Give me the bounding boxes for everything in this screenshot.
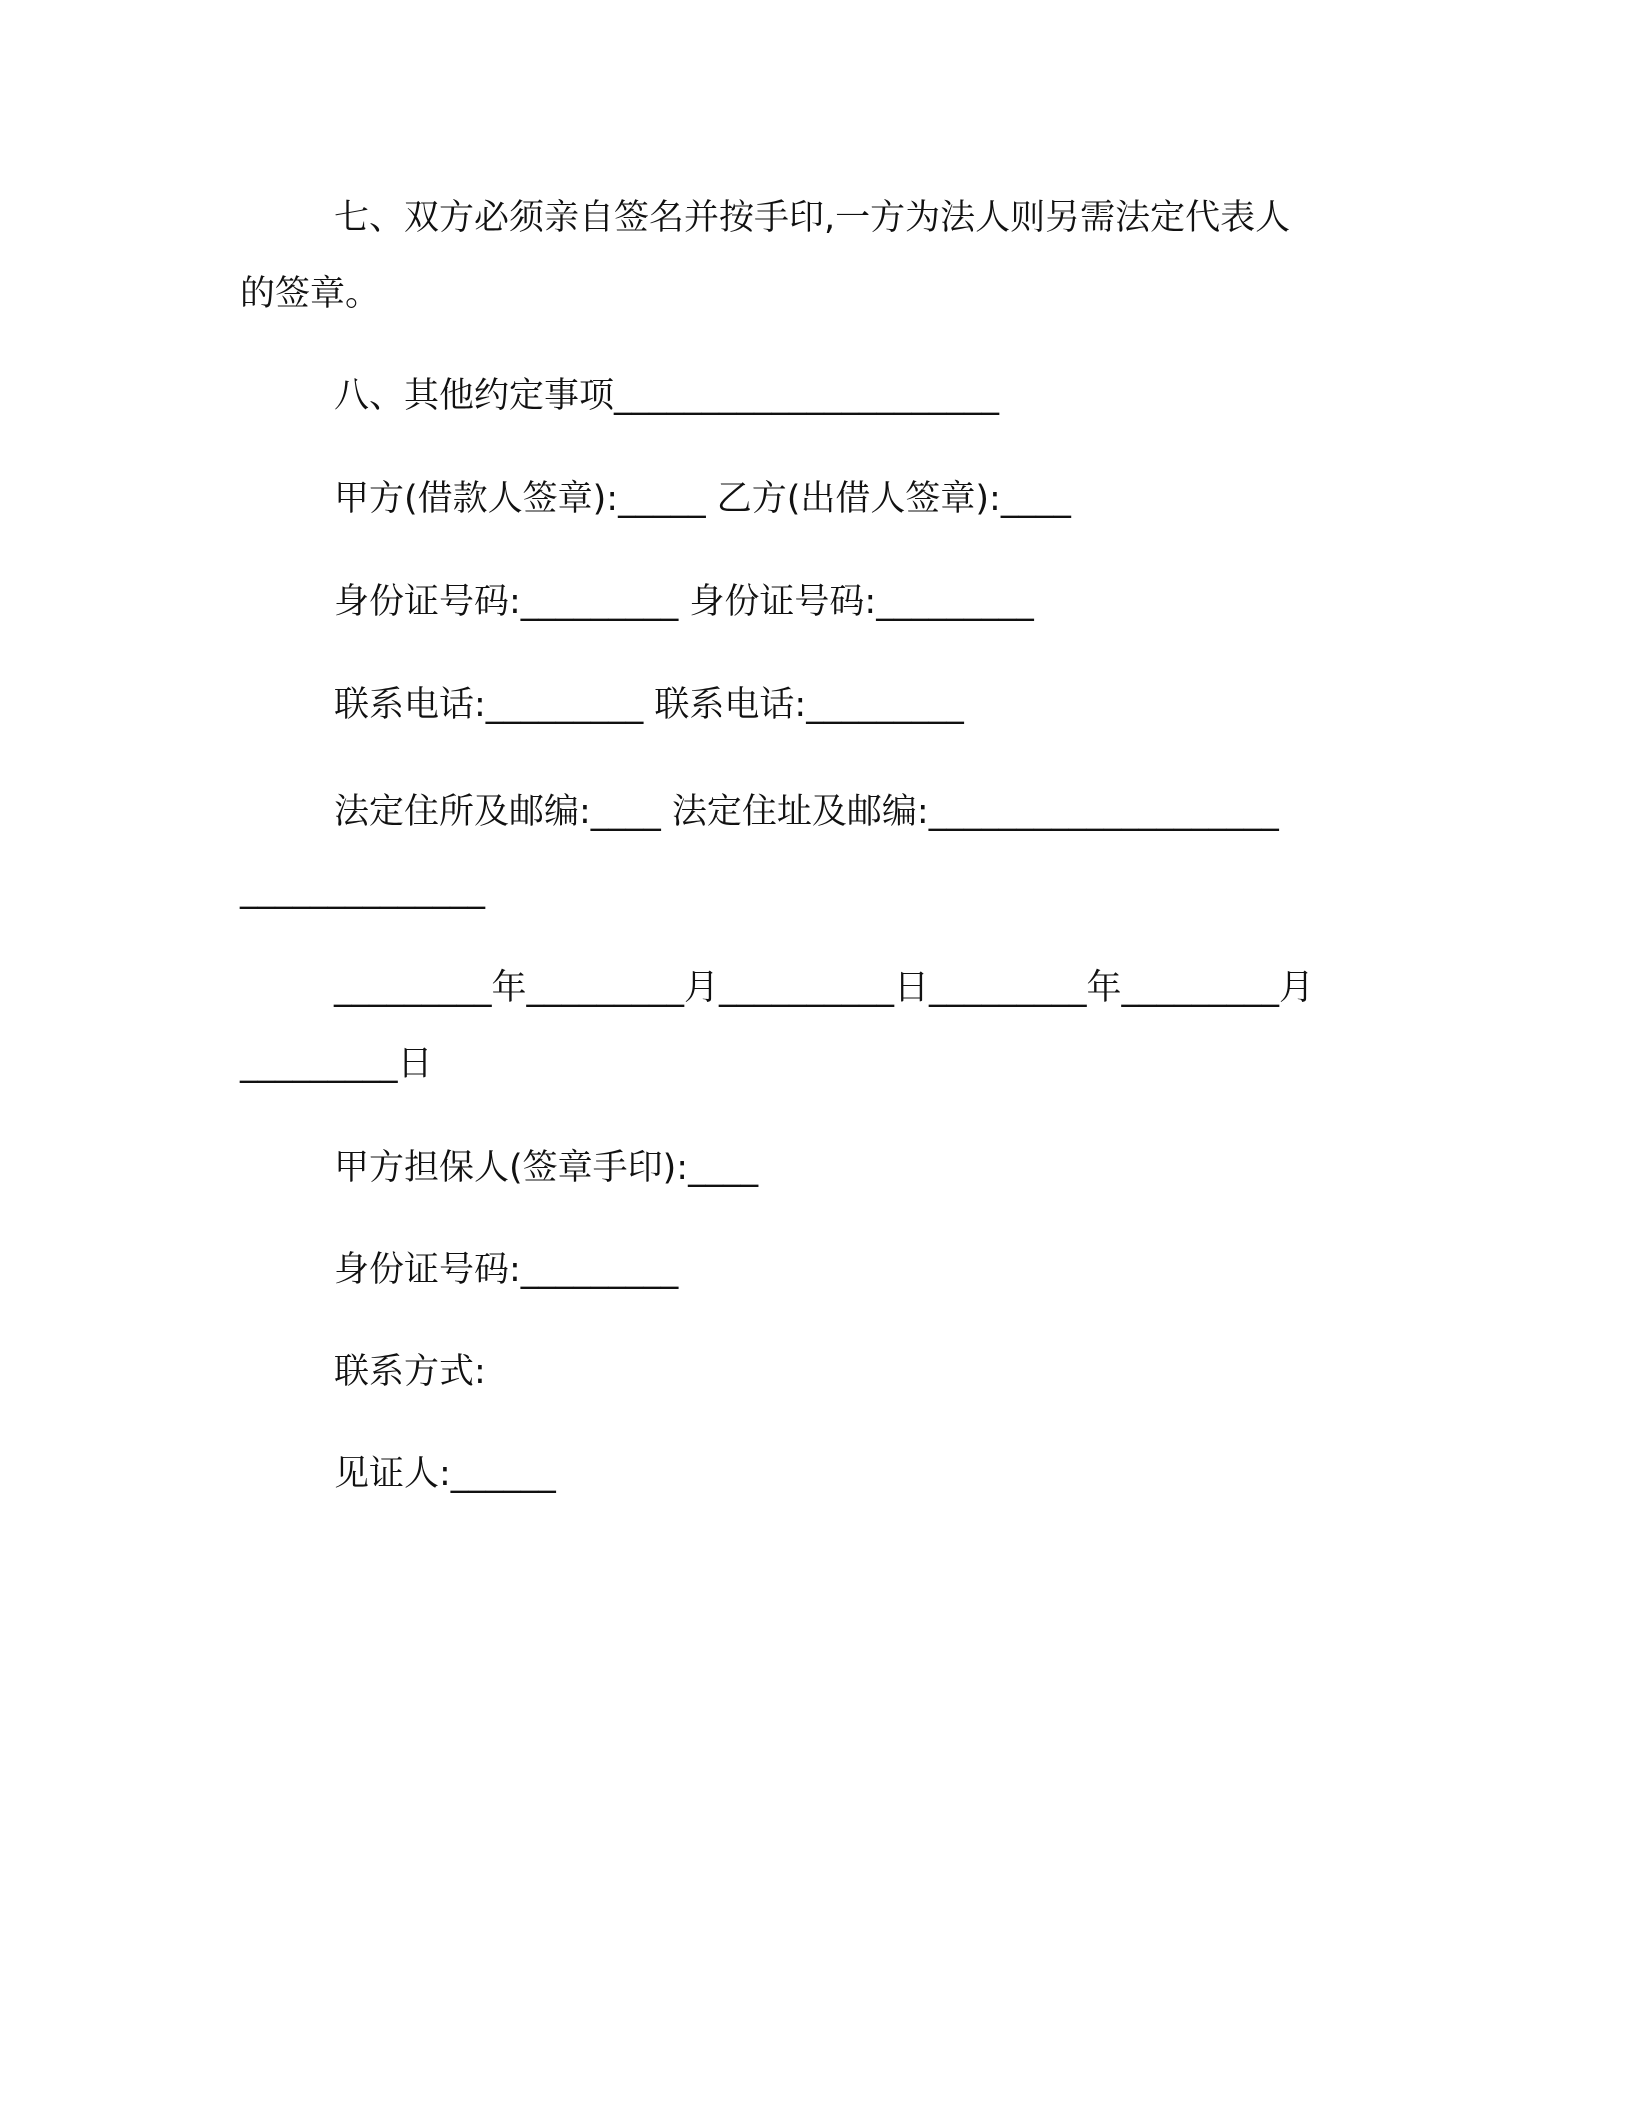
clause-seven-line-2: 的签章。 — [240, 274, 381, 314]
clause-seven-line-1: 七、双方必须亲自签名并按手印,一方为法人则另需法定代表人 — [334, 198, 1291, 238]
party-signatures: 甲方(借款人签章):_____ 乙方(出借人签章):____ — [334, 479, 1071, 519]
guarantor-id-number: 身份证号码:_________ — [334, 1250, 679, 1290]
phone-numbers: 联系电话:_________ 联系电话:_________ — [334, 685, 964, 725]
date-line-2: _________日 — [240, 1044, 433, 1084]
date-line-1: _________年_________月__________日_________年_________月 — [334, 968, 1315, 1008]
guarantor-signature: 甲方担保人(签章手印):____ — [334, 1148, 759, 1188]
legal-address-line-1: 法定住所及邮编:____ 法定住址及邮编:____________________ — [334, 792, 1279, 832]
legal-address-line-2: ______________ — [240, 870, 485, 910]
witness: 见证人:______ — [334, 1454, 556, 1494]
clause-eight: 八、其他约定事项______________________ — [334, 376, 1000, 416]
id-numbers: 身份证号码:_________ 身份证号码:_________ — [334, 582, 1034, 622]
contact-method: 联系方式: — [334, 1352, 486, 1392]
